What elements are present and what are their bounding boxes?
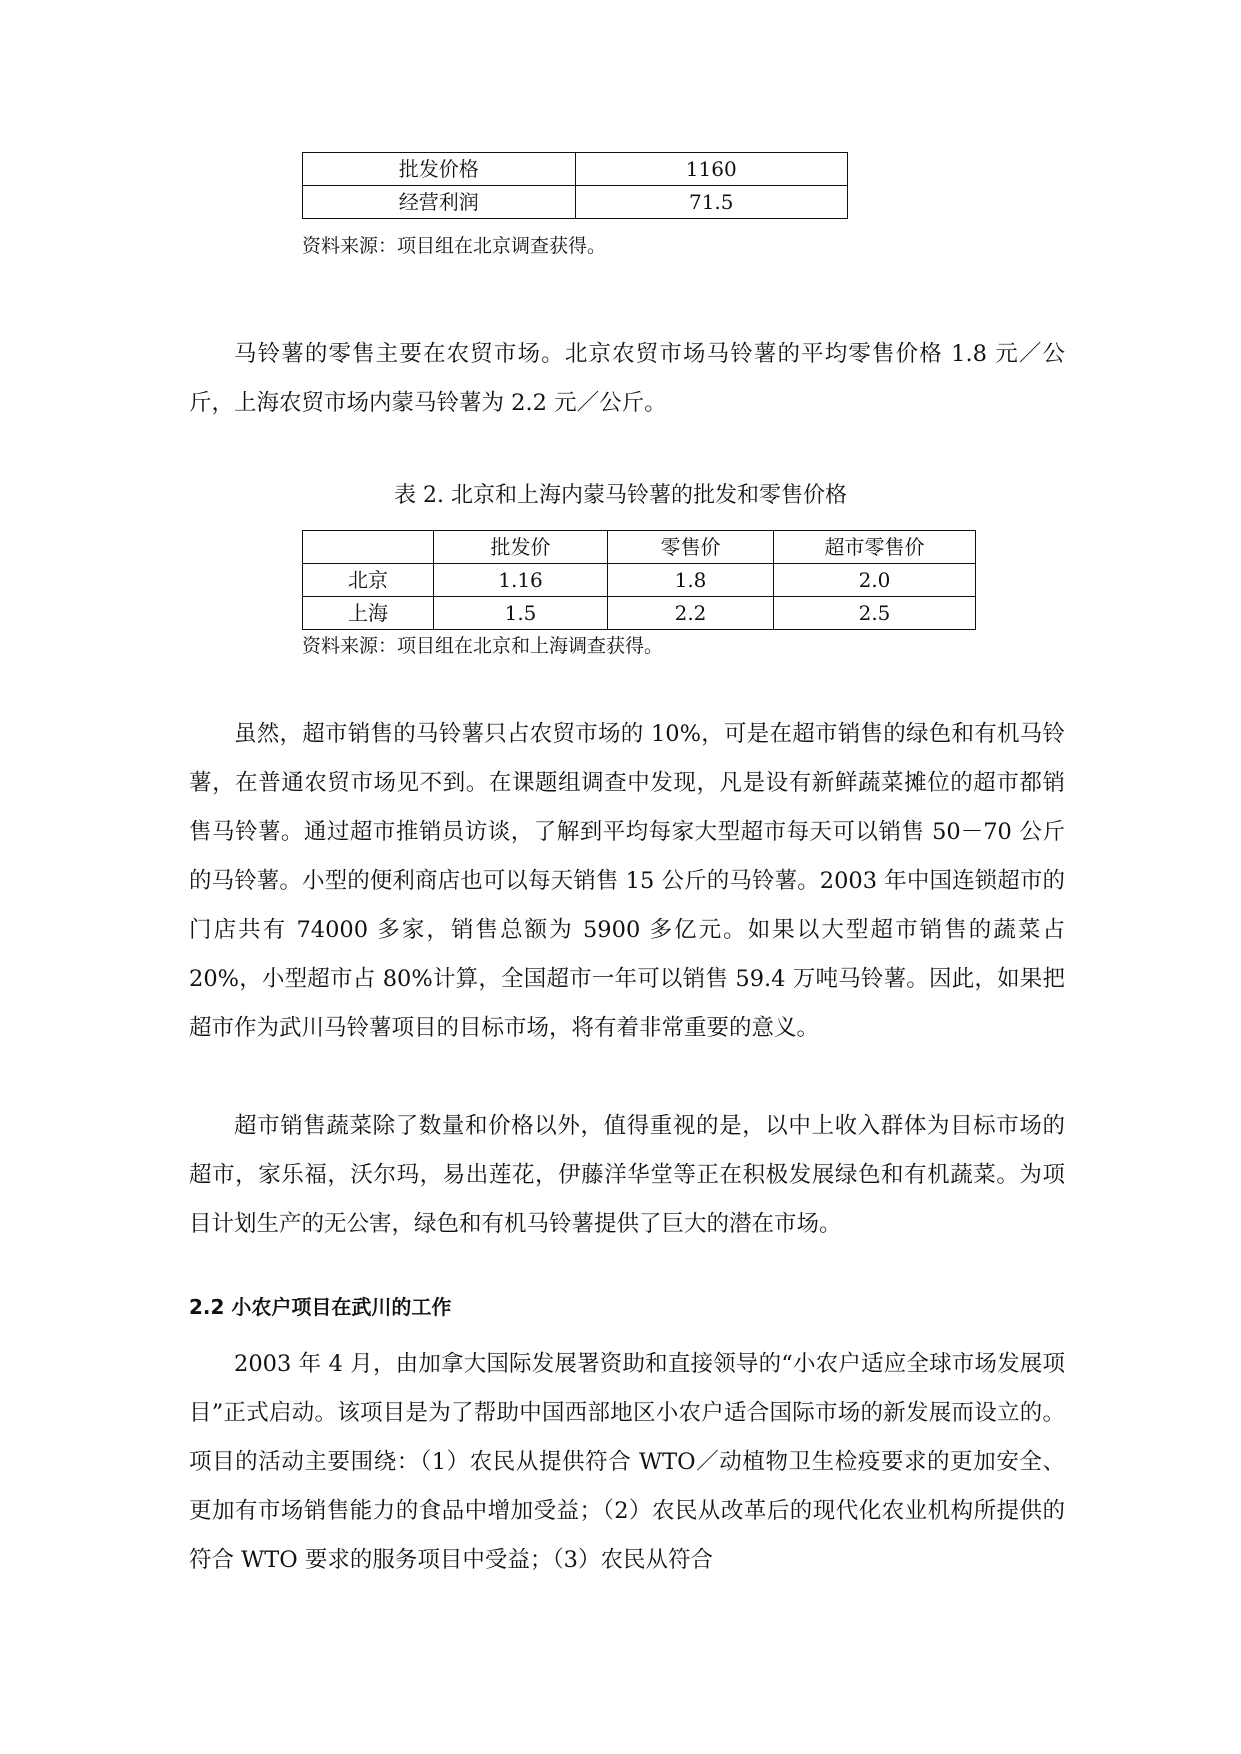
price-comparison-table: [302, 530, 976, 630]
table-row: [303, 153, 848, 186]
table-cell: 71.5: [575, 186, 848, 219]
table-cell: 1.16: [434, 564, 608, 597]
table-row: [303, 564, 976, 597]
table-cell: 2.0: [774, 564, 976, 597]
table-row: [303, 186, 848, 219]
wholesale-profit-table: [302, 152, 848, 219]
table-header-cell: 批发价: [434, 531, 608, 564]
table-cell: 经营利润: [303, 186, 576, 219]
table-header-cell: 超市零售价: [774, 531, 976, 564]
table-cell: 2.5: [774, 597, 976, 630]
table-cell: 2.2: [608, 597, 774, 630]
section-heading: 2.2 小农户项目在武川的工作: [189, 1295, 452, 1319]
table2-caption: 表 2. 北京和上海内蒙马铃薯的批发和零售价格: [394, 483, 847, 508]
table-cell: 上海: [303, 597, 434, 630]
table-cell: 1160: [575, 153, 848, 186]
table-cell: 1.8: [608, 564, 774, 597]
table-header-cell: 零售价: [608, 531, 774, 564]
table-cell: 批发价格: [303, 153, 576, 186]
table2-source-note: 资料来源：项目组在北京和上海调查获得。: [302, 635, 664, 657]
supermarket-sales-paragraph: 虽然，超市销售的马铃薯只占农贸市场的 10%，可是在超市销售的绿色和有机马铃薯，在普通农贸市场见不到。在课题组调查中发现，凡是设有新鲜蔬菜摊位的超市都销售马铃薯。通过超市推销员访谈，了解到平均每家大型超市每天可以销售 50－70 公斤的马铃薯。小型的便利商店也可以每天销售 15 公斤的马铃薯。2003 年中国连锁超市的门店共有 74000 多家，销售总额为 5900 多亿元。如果以大型超市销售的蔬菜占 20%，小型超市占 80%计算，全国超市一年可以销售 59.4 万吨马铃薯。因此，如果把超市作为武川马铃薯项目的目标市场，将有着非常重要的意义。: [189, 721, 1065, 1041]
retail-price-paragraph: 马铃薯的零售主要在农贸市场。北京农贸市场马铃薯的平均零售价格 1.8 元／公斤，上海农贸市场内蒙马铃薯为 2.2 元／公斤。: [189, 341, 1065, 416]
table1-source-note: 资料来源：项目组在北京调查获得。: [302, 235, 607, 257]
table-header-cell: [303, 531, 434, 564]
table-cell: 1.5: [434, 597, 608, 630]
table-row: [303, 597, 976, 630]
green-vegetables-paragraph: 超市销售蔬菜除了数量和价格以外，值得重视的是，以中上收入群体为目标市场的超市，家乐福，沃尔玛，易出莲花，伊藤洋华堂等正在积极发展绿色和有机蔬菜。为项目计划生产的无公害，绿色和有机马铃薯提供了巨大的潜在市场。: [189, 1113, 1065, 1237]
table-header-row: [303, 531, 976, 564]
project-intro-paragraph: 2003 年 4 月，由加拿大国际发展署资助和直接领导的“小农户适应全球市场发展项目”正式启动。该项目是为了帮助中国西部地区小农户适合国际市场的新发展而设立的。项目的活动主要围绕：（1）农民从提供符合 WTO／动植物卫生检疫要求的更加安全、更加有市场销售能力的食品中增加受益；（2）农民从改革后的现代化农业机构所提供的符合 WTO 要求的服务项目中受益；（3）农民从符合: [189, 1351, 1065, 1573]
table-cell: 北京: [303, 564, 434, 597]
